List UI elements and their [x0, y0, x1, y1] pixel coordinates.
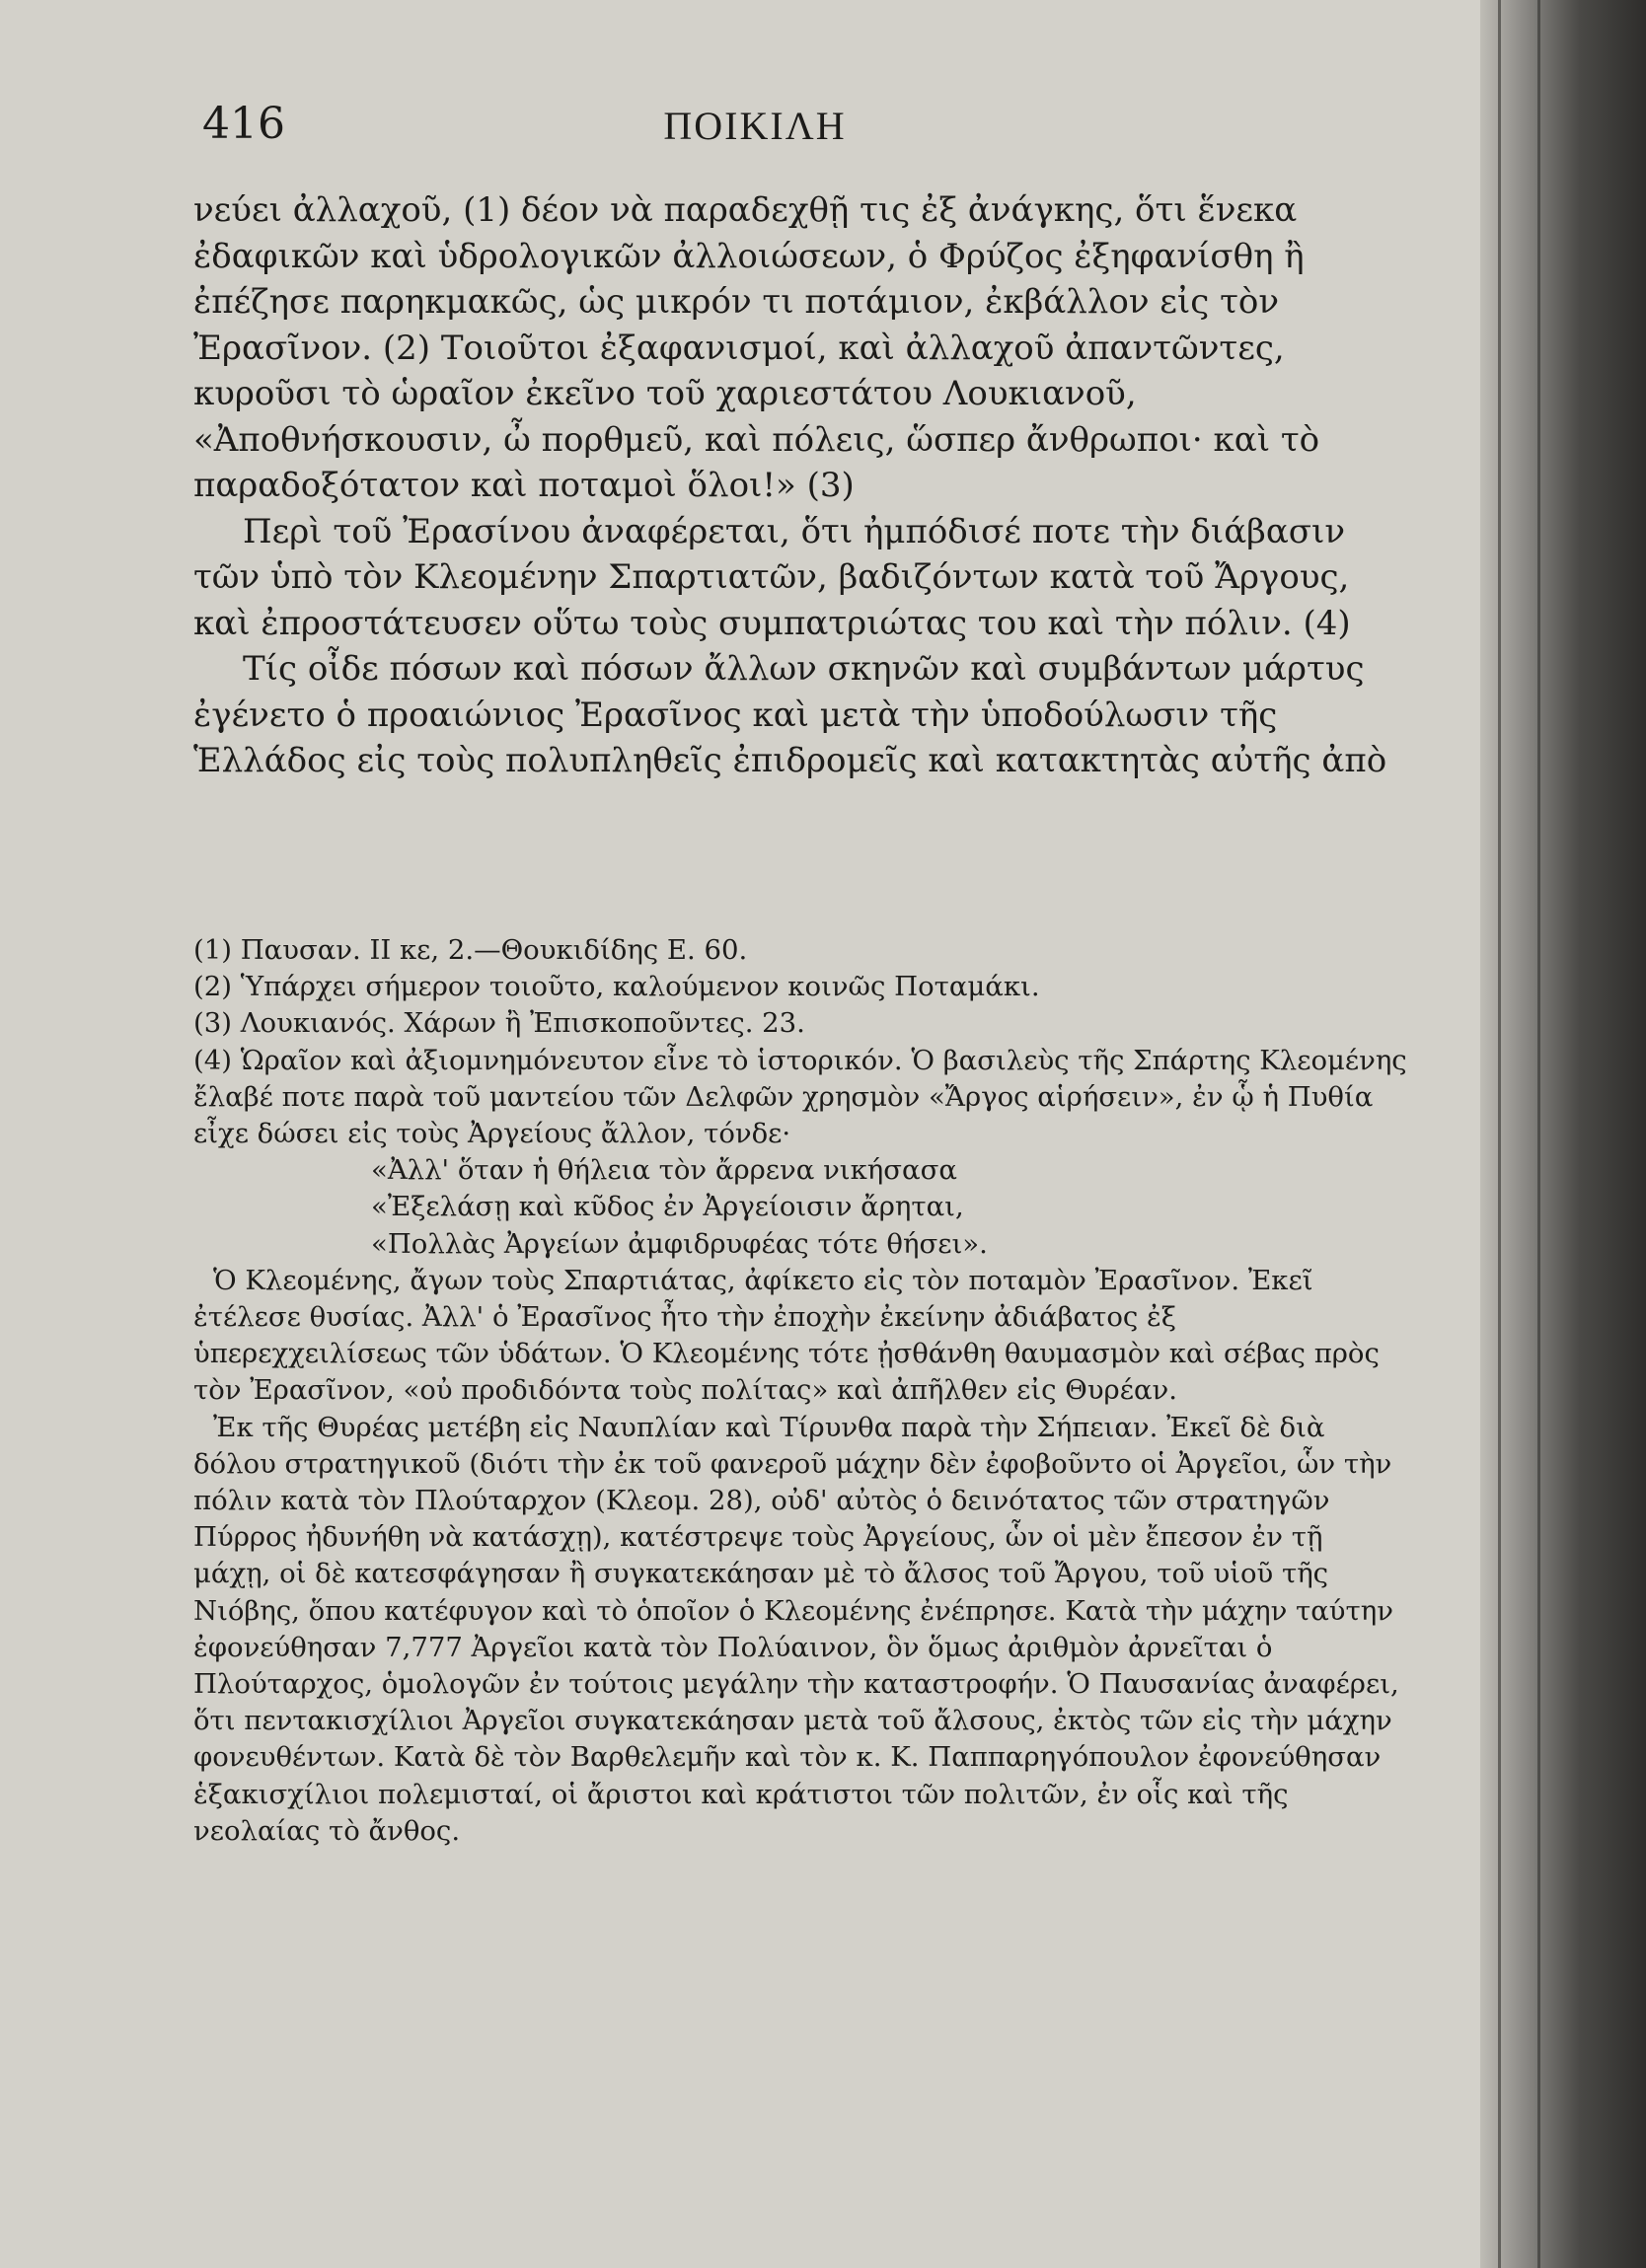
oracle-verse-3: «Πολλὰς Ἀργείων ἀμφιδρυφέας τότε θήσει».	[371, 1227, 988, 1260]
paragraph-1: νεύει ἀλλαχοῦ, (1) δέον νὰ παραδεχθῇ τις ἐξ ἀνάγκης, ὅτι ἕνεκα ἐδαφικῶν καὶ ὑδρολογικῶν ἀλλοιώσεων, ὁ Φρύζος ἐξηφανίσθη ἢ ἐπέζησε παρηκμακῶς, ὡς μικρόν τι ποτάμιον, ἐκβάλλον εἰς τὸν Ἐρασῖνον. (2) Τοιοῦτοι ἐξαφανισμοί, καὶ ἀλλαχοῦ ἀπαντῶντες, κυροῦσι τὸ ὡραῖον ἐκεῖνο τοῦ χαριεστάτου Λουκιανοῦ, «Ἀποθνήσκουσιν, ὦ πορθμεῦ, καὶ πόλεις, ὥσπερ ἄνθρωποι· καὶ τὸ παραδοξότατον καὶ ποταμοὶ ὅλοι!» (3)	[193, 190, 1320, 505]
oracle-verse-2: «Ἐξελάσῃ καὶ κῦδος ἐν Ἀργείοισιν ἄρηται,	[371, 1191, 964, 1223]
book-gutter	[1480, 0, 1646, 2268]
page-header	[0, 99, 1510, 158]
page-edge-line	[1537, 0, 1540, 2268]
footnote-4-continuation-2: Ἐκ τῆς Θυρέας μετέβη εἰς Ναυπλίαν καὶ Τίρυνθα παρὰ τὴν Σήπειαν. Ἐκεῖ δὲ διὰ δόλου στρατηγικοῦ (διότι τὴν ἐκ τοῦ φανεροῦ μάχην δὲν ἐφοβοῦντο οἱ Ἀργεῖοι, ὧν τὴν πόλιν κατὰ τὸν Πλούταρχον (Κλεομ. 28), οὐδ' αὐτὸς ὁ δεινότατος τῶν στρατηγῶν Πύρρος ἠδυνήθη νὰ κατάσχῃ), κατέστρεψε τοὺς Ἀργείους, ὧν οἱ μὲν ἔπεσον ἐν τῇ μάχῃ, οἱ δὲ κατεσφάγησαν ἢ συγκατεκάησαν μὲ τὸ ἄλσος τοῦ Ἄργου, τοῦ υἱοῦ τῆς Νιόβης, ὅπου κατέφυγον καὶ τὸ ὁποῖον ὁ Κλεομένης ἐνέπρησε. Κατὰ τὴν μάχην ταύτην ἐφονεύθησαν 7,777 Ἀργεῖοι κατὰ τὸν Πολύαινον, ὃν ὅμως ἀριθμὸν ἀρνεῖται ὁ Πλούταρχος, ὁμολογῶν ἐν τούτοις μεγάλην τὴν καταστροφήν. Ὁ Παυσανίας ἀναφέρει, ὅτι πεντακισχίλιοι Ἀργεῖοι συγκατεκάησαν μετὰ τοῦ ἄλσους, ἐκτὸς τῶν εἰς τὴν μάχην φονευθέντων. Κατὰ δὲ τὸν Βαρθελεμῆν καὶ τὸν κ. Κ. Παππαρηγόπουλον ἐφονεύθησαν ἑξακισχίλιοι πολεμισταί, οἱ ἄριστοι καὶ κράτιστοι τῶν πολιτῶν, ἐν οἷς καὶ τῆς νεολαίας τὸ ἄνθος.	[193, 1411, 1399, 1847]
footnote-4: (4) Ὡραῖον καὶ ἀξιομνημόνευτον εἶνε τὸ ἱστορικόν. Ὁ βασιλεὺς τῆς Σπάρτης Κλεομένης ἔλαβέ ποτε παρὰ τοῦ μαντείου τῶν Δελφῶν χρησμὸν «Ἄργος αἱρήσειν», ἐν ᾧ ἡ Πυθία εἶχε δώσει εἰς τοὺς Ἀργείους ἄλλον, τόνδε·	[193, 1044, 1407, 1150]
footnote-3: (3) Λουκιανός. Χάρων ἢ Ἐπισκοποῦντες. 23.	[193, 1007, 805, 1040]
footnotes	[193, 932, 1407, 1850]
page-number: 416	[202, 99, 285, 149]
footnote-4-continuation-1: Ὁ Κλεομένης, ἄγων τοὺς Σπαρτιάτας, ἀφίκετο εἰς τὸν ποταμὸν Ἐρασῖνον. Ἐκεῖ ἐτέλεσε θυσίας. Ἀλλ' ὁ Ἐρασῖνος ἦτο τὴν ἐποχὴν ἐκείνην ἀδιάβατος ἐξ ὑπερεχχειλίσεως τῶν ὑδάτων. Ὁ Κλεομένης τότε ᾐσθάνθη θαυμασμὸν καὶ σέβας πρὸς τὸν Ἐρασῖνον, «οὐ προδιδόντα τοὺς πολίτας» καὶ ἀπῆλθεν εἰς Θυρέαν.	[193, 1264, 1380, 1407]
footnote-2: (2) Ὑπάρχει σήμερον τοιοῦτο, καλούμενον κοινῶς Ποταμάκι.	[193, 971, 1040, 1003]
main-text	[193, 187, 1402, 784]
footnote-1: (1) Παυσαν. ΙΙ κε, 2.—Θουκιδίδης Ε. 60.	[193, 934, 748, 966]
running-title: ΠΟΙΚΙΛΗ	[663, 104, 847, 148]
paragraph-2: Περὶ τοῦ Ἐρασίνου ἀναφέρεται, ὅτι ἠμπόδισέ ποτε τὴν διάβασιν τῶν ὑπὸ τὸν Κλεομένην Σπαρτιατῶν, βαδιζόντων κατὰ τοῦ Ἄργους, καὶ ἐπροστάτευσεν οὕτω τοὺς συμπατριώτας του καὶ τὴν πόλιν. (4)	[193, 511, 1351, 643]
paragraph-3: Τίς οἶδε πόσων καὶ πόσων ἄλλων σκηνῶν καὶ συμβάντων μάρτυς ἐγένετο ὁ προαιώνιος Ἐρασῖνος καὶ μετὰ τὴν ὑποδούλωσιν τῆς Ἑλλάδος εἰς τοὺς πολυπληθεῖς ἐπιδρομεῖς καὶ κατακτητὰς αὐτῆς ἀπὸ	[193, 649, 1387, 780]
page-edge-line	[1498, 0, 1501, 2268]
oracle-verse-1: «Ἀλλ' ὅταν ἡ θήλεια τὸν ἄρρενα νικήσασα	[371, 1154, 957, 1187]
